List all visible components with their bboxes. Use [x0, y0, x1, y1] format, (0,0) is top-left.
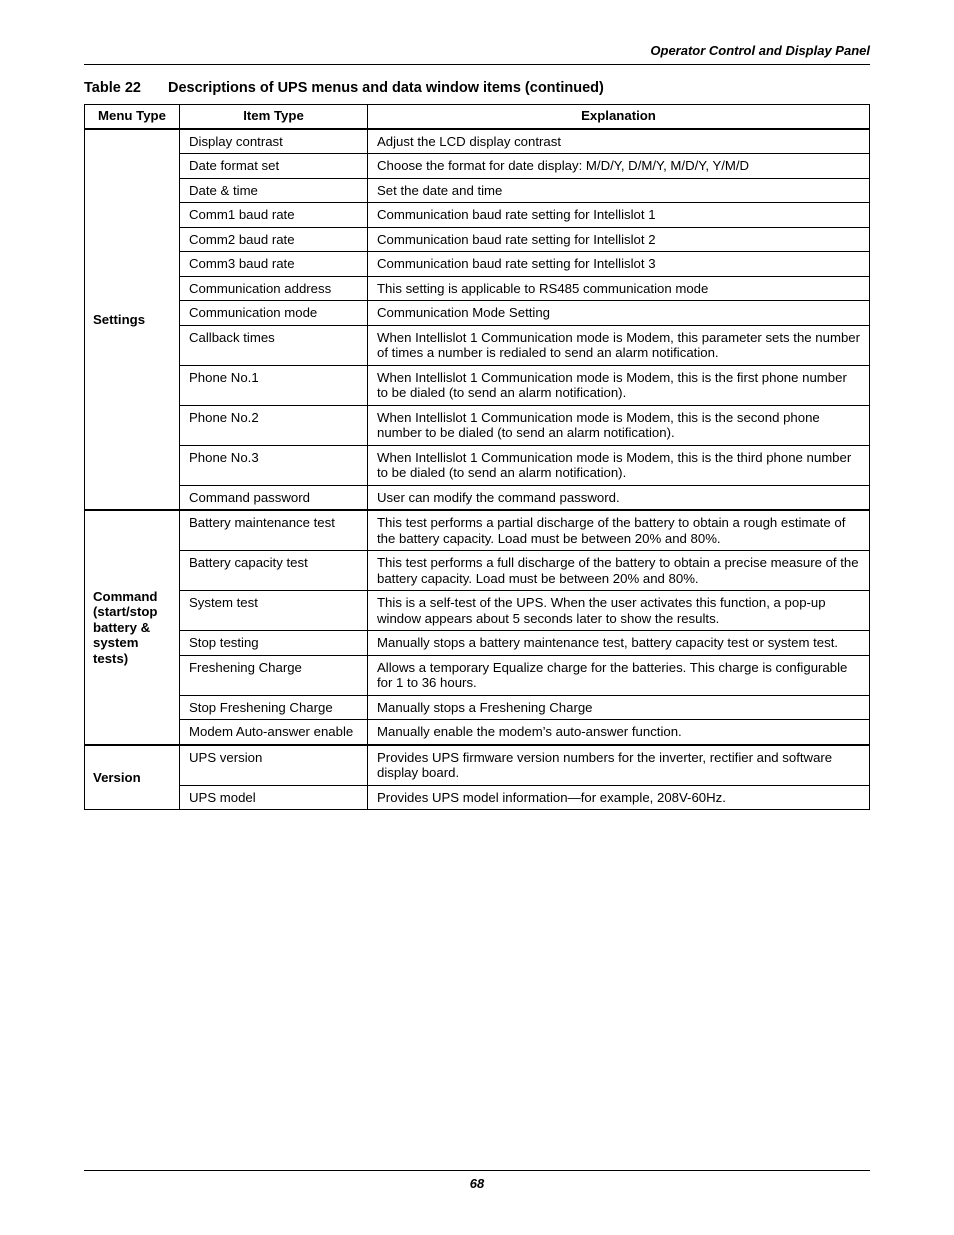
explanation-cell: Communication Mode Setting — [368, 301, 870, 326]
explanation-cell: Adjust the LCD display contrast — [368, 129, 870, 154]
table-row — [85, 203, 870, 228]
item-type-cell: Phone No.1 — [180, 365, 368, 405]
table-row — [85, 129, 870, 154]
table-row — [85, 510, 870, 551]
explanation-cell: Manually stops a Freshening Charge — [368, 695, 870, 720]
table-row — [85, 325, 870, 365]
page-number: 68 — [469, 1176, 485, 1191]
table-row — [85, 301, 870, 326]
explanation-cell: Allows a temporary Equalize charge for the batteries. This charge is configurable for 1 to 36 hours. — [368, 655, 870, 695]
menu-type-cell: Version — [85, 745, 180, 810]
item-type-cell: Freshening Charge — [180, 655, 368, 695]
item-type-cell: Date format set — [180, 154, 368, 179]
table-row — [85, 695, 870, 720]
table-row — [85, 445, 870, 485]
explanation-cell: This test performs a full discharge of the battery to obtain a precise measure of the battery capacity. Load must be between 20% and 80%. — [368, 551, 870, 591]
explanation-cell: Set the date and time — [368, 178, 870, 203]
item-type-cell: Callback times — [180, 325, 368, 365]
item-type-cell: Phone No.2 — [180, 405, 368, 445]
item-type-cell: UPS version — [180, 745, 368, 786]
explanation-cell: When Intellislot 1 Communication mode is Modem, this is the third phone number to be dialed (to send an alarm notification). — [368, 445, 870, 485]
explanation-cell: Manually enable the modem’s auto-answer function. — [368, 720, 870, 745]
table-row — [85, 655, 870, 695]
item-type-cell: Battery maintenance test — [180, 510, 368, 551]
table-row — [85, 745, 870, 786]
table-row — [85, 178, 870, 203]
table-row — [85, 252, 870, 277]
explanation-cell: Choose the format for date display: M/D/Y, D/M/Y, M/D/Y, Y/M/D — [368, 154, 870, 179]
item-type-cell: Stop testing — [180, 631, 368, 656]
explanation-cell: When Intellislot 1 Communication mode is Modem, this is the first phone number to be dialed (to send an alarm notification). — [368, 365, 870, 405]
table-row — [85, 405, 870, 445]
explanation-cell: Communication baud rate setting for Intellislot 2 — [368, 227, 870, 252]
column-header-explanation: Explanation — [368, 105, 870, 129]
menu-type-cell: Command (start/stop battery & system tests) — [85, 510, 180, 745]
table-row — [85, 720, 870, 745]
explanation-cell: Provides UPS model information—for example, 208V-60Hz. — [368, 785, 870, 810]
column-header-item-type: Item Type — [180, 105, 368, 129]
explanation-cell: Provides UPS firmware version numbers for the inverter, rectifier and software display board. — [368, 745, 870, 786]
item-type-cell: Communication mode — [180, 301, 368, 326]
table-row — [85, 785, 870, 810]
item-type-cell: Modem Auto-answer enable — [180, 720, 368, 745]
table-row — [85, 485, 870, 510]
table-number: Table 22 — [84, 80, 141, 96]
table-caption — [84, 80, 604, 96]
item-type-cell: Comm3 baud rate — [180, 252, 368, 277]
explanation-cell: Communication baud rate setting for Intellislot 3 — [368, 252, 870, 277]
table-row — [85, 276, 870, 301]
menu-type-cell: Settings — [85, 129, 180, 511]
table-row — [85, 365, 870, 405]
column-header-menu-type: Menu Type — [85, 105, 180, 129]
table-row — [85, 631, 870, 656]
item-type-cell: Comm2 baud rate — [180, 227, 368, 252]
table-row — [85, 227, 870, 252]
item-type-cell: Command password — [180, 485, 368, 510]
explanation-cell: Manually stops a battery maintenance test, battery capacity test or system test. — [368, 631, 870, 656]
table-row — [85, 551, 870, 591]
explanation-cell: When Intellislot 1 Communication mode is Modem, this parameter sets the number of times a number is redialed to send an alarm notification. — [368, 325, 870, 365]
item-type-cell: Battery capacity test — [180, 551, 368, 591]
explanation-cell: This is a self-test of the UPS. When the user activates this function, a pop-up window appears about 5 seconds later to show the results. — [368, 591, 870, 631]
table-body — [85, 129, 870, 810]
ups-menu-table — [84, 104, 870, 810]
table-header-row — [85, 105, 870, 129]
explanation-cell: When Intellislot 1 Communication mode is Modem, this is the second phone number to be dialed (to send an alarm notification). — [368, 405, 870, 445]
footer-rule — [84, 1170, 870, 1171]
explanation-cell: This test performs a partial discharge of the battery to obtain a rough estimate of the battery capacity. Load must be between 20% and 80%. — [368, 510, 870, 551]
running-header: Operator Control and Display Panel — [650, 43, 870, 58]
table-title: Descriptions of UPS menus and data window items (continued) — [168, 80, 604, 96]
table-row — [85, 154, 870, 179]
explanation-cell: This setting is applicable to RS485 communication mode — [368, 276, 870, 301]
item-type-cell: Display contrast — [180, 129, 368, 154]
item-type-cell: Communication address — [180, 276, 368, 301]
item-type-cell: Comm1 baud rate — [180, 203, 368, 228]
explanation-cell: Communication baud rate setting for Intellislot 1 — [368, 203, 870, 228]
item-type-cell: Date & time — [180, 178, 368, 203]
table-row — [85, 591, 870, 631]
item-type-cell: UPS model — [180, 785, 368, 810]
explanation-cell: User can modify the command password. — [368, 485, 870, 510]
header-rule — [84, 64, 870, 65]
item-type-cell: System test — [180, 591, 368, 631]
item-type-cell: Stop Freshening Charge — [180, 695, 368, 720]
item-type-cell: Phone No.3 — [180, 445, 368, 485]
